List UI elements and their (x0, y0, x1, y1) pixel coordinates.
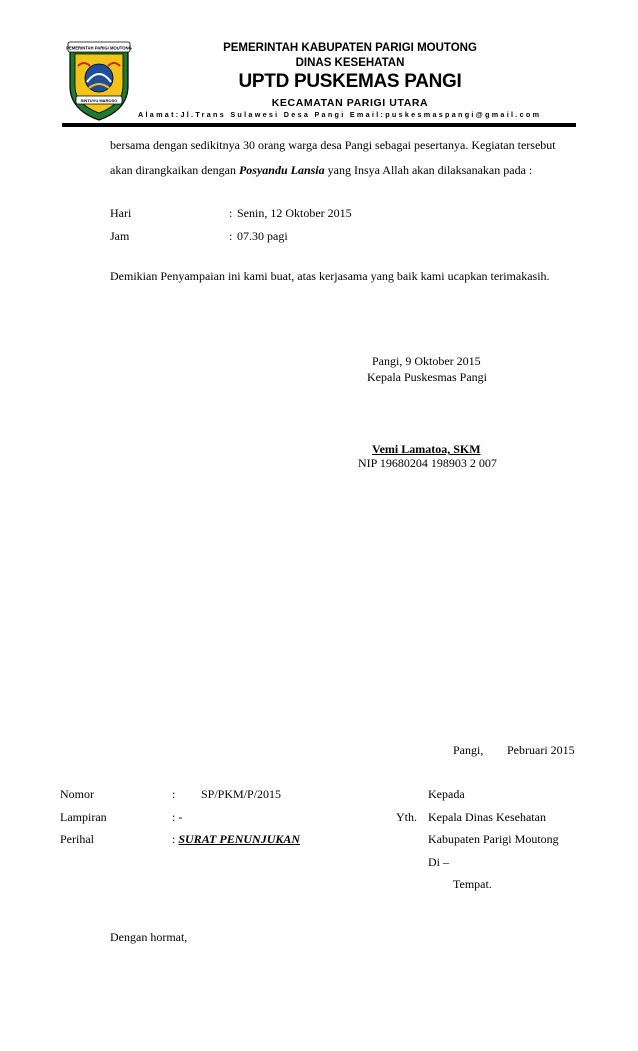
paragraph-text: yang Insya Allah akan dilaksanakan pada : (324, 163, 533, 177)
jam-value: 07.30 pagi (237, 229, 288, 243)
hari-value: Senin, 12 Oktober 2015 (237, 206, 352, 220)
yth-label: Yth. (396, 810, 417, 824)
hari-label: Hari (110, 206, 132, 220)
perihal-colon: : (172, 832, 179, 846)
regency-emblem-logo (64, 36, 134, 122)
signature-place-date: Pangi, 9 Oktober 2015 (372, 354, 481, 368)
greeting: Dengan hormat, (110, 930, 188, 944)
body-paragraph-line-2 (110, 163, 532, 178)
recipient-tempat: Tempat. (453, 877, 492, 891)
perihal-line (172, 832, 300, 847)
event-name: Posyandu Lansia (238, 163, 325, 177)
nomor-colon: : (172, 787, 176, 801)
jam-colon: : (229, 229, 233, 243)
signer-name: Vemi Lamatoa, SKM (372, 442, 481, 456)
recipient-line-2: Kabupaten Parigi Moutong (428, 832, 559, 846)
nomor-value: SP/PKM/P/2015 (201, 787, 282, 801)
body-paragraph-line-1: bersama dengan sedikitnya 30 orang warga desa Pangi sebagai pesertanya. Kegiatan tersebut (110, 138, 556, 152)
letter-date: Pebruari 2015 (507, 743, 575, 757)
letterhead-institution: UPTD PUSKEMAS PANGI (238, 71, 462, 92)
kepada-label: Kepada (428, 787, 465, 801)
recipient-line-1: Kepala Dinas Kesehatan (428, 810, 546, 824)
jam-label: Jam (110, 229, 130, 243)
letter-place: Pangi, (453, 743, 484, 757)
signature-position: Kepala Puskesmas Pangi (367, 370, 487, 384)
lampiran-label: Lampiran (60, 810, 107, 824)
paragraph-text: akan dirangkaikan dengan (110, 163, 239, 177)
nomor-label: Nomor (60, 787, 94, 801)
logo-top-ribbon-text: PEMERINTAH PARIGI MOUTONG (66, 45, 132, 51)
logo-bottom-ribbon-text: SINTUVU MAROSO (80, 98, 118, 103)
hari-colon: : (229, 206, 233, 220)
signer-nip: NIP 19680204 198903 2 007 (358, 456, 497, 470)
letterhead-divider (62, 123, 576, 127)
perihal-value: SURAT PENUNJUKAN (178, 832, 301, 846)
letterhead-department: DINAS KESEHATAN (295, 57, 405, 69)
letterhead-government: PEMERINTAH KABUPATEN PARIGI MOUTONG (223, 42, 477, 54)
perihal-label: Perihal (60, 832, 94, 846)
closing-sentence: Demikian Penyampaian ini kami buat, atas kerjasama yang baik kami ucapkan terimakasih. (110, 269, 550, 283)
letterhead-address: Alamat:Jl.Trans Sulawesi Desa Pangi Email:puskesmaspangi@gmail.com (138, 110, 542, 119)
letterhead-district: KECAMATAN PARIGI UTARA (271, 97, 429, 109)
recipient-di: Di – (428, 855, 449, 869)
lampiran-value: : - (172, 810, 183, 824)
